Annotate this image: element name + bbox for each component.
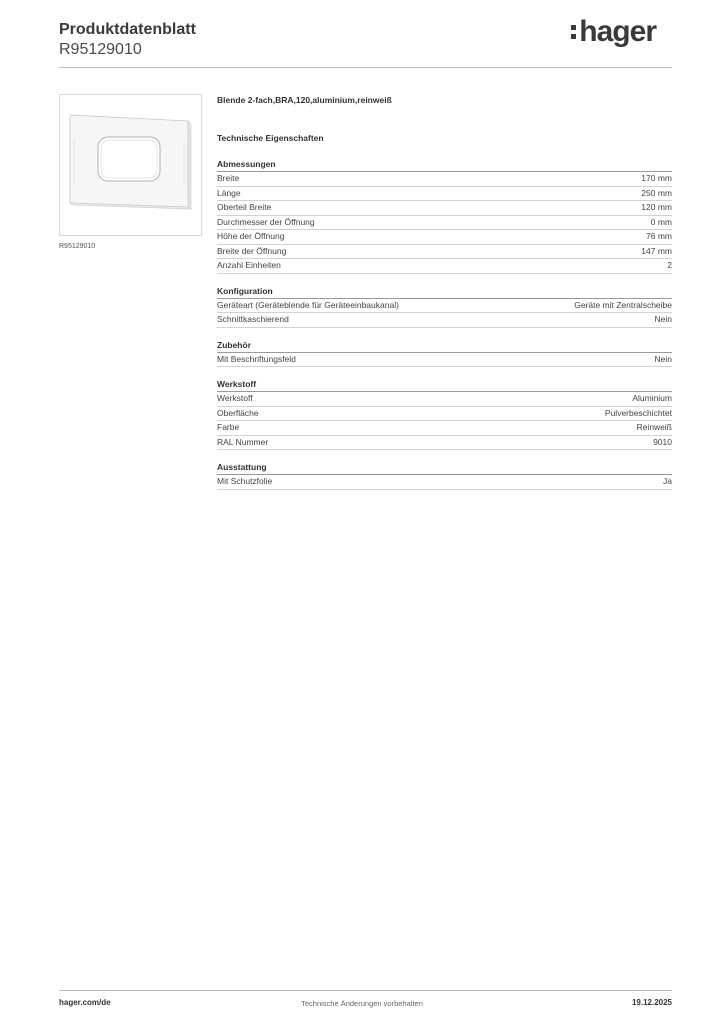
image-caption: R95129010 bbox=[59, 243, 96, 250]
product-image bbox=[59, 94, 202, 236]
property-row bbox=[217, 353, 672, 368]
cover-plate-icon bbox=[60, 95, 201, 235]
hager-logo bbox=[571, 15, 656, 49]
property-label: Mit Beschriftungsfeld bbox=[217, 353, 296, 364]
property-value: Nein bbox=[654, 353, 672, 364]
section-title: Ausstattung bbox=[217, 462, 672, 475]
product-code: R95129010 bbox=[59, 41, 142, 58]
property-row bbox=[217, 475, 672, 490]
footer-divider bbox=[59, 990, 672, 991]
property-value: Reinweiß bbox=[636, 422, 672, 432]
property-value: 250 mm bbox=[641, 187, 672, 198]
property-value: 170 mm bbox=[641, 173, 672, 183]
property-value: Geräte mit Zentralscheibe bbox=[574, 299, 672, 310]
property-value: Nein bbox=[654, 314, 672, 324]
property-section bbox=[217, 462, 672, 490]
section-title: Zubehör bbox=[217, 340, 672, 353]
property-label: Anzahl Einheiten bbox=[217, 260, 281, 270]
header-divider bbox=[59, 67, 672, 68]
property-label: Mit Schutzfolie bbox=[217, 476, 273, 486]
property-row bbox=[217, 392, 672, 407]
footer-date: 19.12.2025 bbox=[631, 998, 672, 1007]
property-value: 76 mm bbox=[646, 231, 672, 241]
property-label: Werkstoff bbox=[217, 393, 253, 403]
property-sections bbox=[217, 159, 672, 490]
property-value: 0 mm bbox=[650, 216, 672, 227]
property-value: 147 mm bbox=[641, 245, 672, 256]
property-row bbox=[217, 245, 672, 260]
property-row bbox=[217, 259, 672, 274]
property-label: Oberfläche bbox=[217, 407, 259, 418]
technical-properties-heading: Technische Eigenschaften bbox=[217, 133, 324, 143]
property-value: 120 mm bbox=[641, 202, 672, 212]
property-section bbox=[217, 379, 672, 450]
section-title: Konfiguration bbox=[217, 286, 672, 299]
document-header bbox=[59, 20, 196, 60]
logo-text: hager bbox=[579, 15, 656, 48]
section-title: Werkstoff bbox=[217, 379, 672, 392]
document-title: Produktdatenblatt bbox=[59, 21, 196, 38]
property-label: Schnittkaschierend bbox=[217, 314, 289, 324]
property-label: Höhe der Öffnung bbox=[217, 231, 285, 241]
property-row bbox=[217, 216, 672, 231]
section-title: Abmessungen bbox=[217, 159, 672, 172]
property-label: Geräteart (Geräteblende für Geräteeinbaukanal) bbox=[217, 299, 399, 310]
property-label: RAL Nummer bbox=[217, 436, 269, 447]
property-row bbox=[217, 172, 672, 187]
property-label: Breite bbox=[217, 173, 240, 183]
footer-website: hager.com/de bbox=[59, 998, 111, 1007]
logo-dots-icon bbox=[571, 20, 577, 42]
property-row bbox=[217, 313, 672, 328]
property-label: Farbe bbox=[217, 422, 240, 432]
property-row bbox=[217, 421, 672, 436]
property-value: Aluminium bbox=[632, 393, 672, 403]
property-value: Ja bbox=[663, 476, 672, 486]
property-row bbox=[217, 201, 672, 216]
property-section bbox=[217, 159, 672, 274]
property-label: Durchmesser der Öffnung bbox=[217, 216, 315, 227]
property-label: Länge bbox=[217, 187, 241, 198]
property-row bbox=[217, 299, 672, 314]
property-label: Breite der Öffnung bbox=[217, 245, 287, 256]
property-value: 9010 bbox=[653, 436, 672, 447]
property-row bbox=[217, 436, 672, 451]
property-row bbox=[217, 230, 672, 245]
property-value: Pulverbeschichtet bbox=[604, 407, 672, 418]
property-section bbox=[217, 340, 672, 368]
footer-notice: Technische Änderungen vorbehalten bbox=[301, 999, 423, 1008]
property-value: 2 bbox=[667, 260, 672, 270]
property-label: Oberteil Breite bbox=[217, 202, 272, 212]
property-section bbox=[217, 286, 672, 328]
product-name: Blende 2-fach,BRA,120,aluminium,reinweiß bbox=[217, 95, 392, 105]
product-details bbox=[217, 94, 672, 490]
property-row bbox=[217, 407, 672, 422]
property-row bbox=[217, 187, 672, 202]
